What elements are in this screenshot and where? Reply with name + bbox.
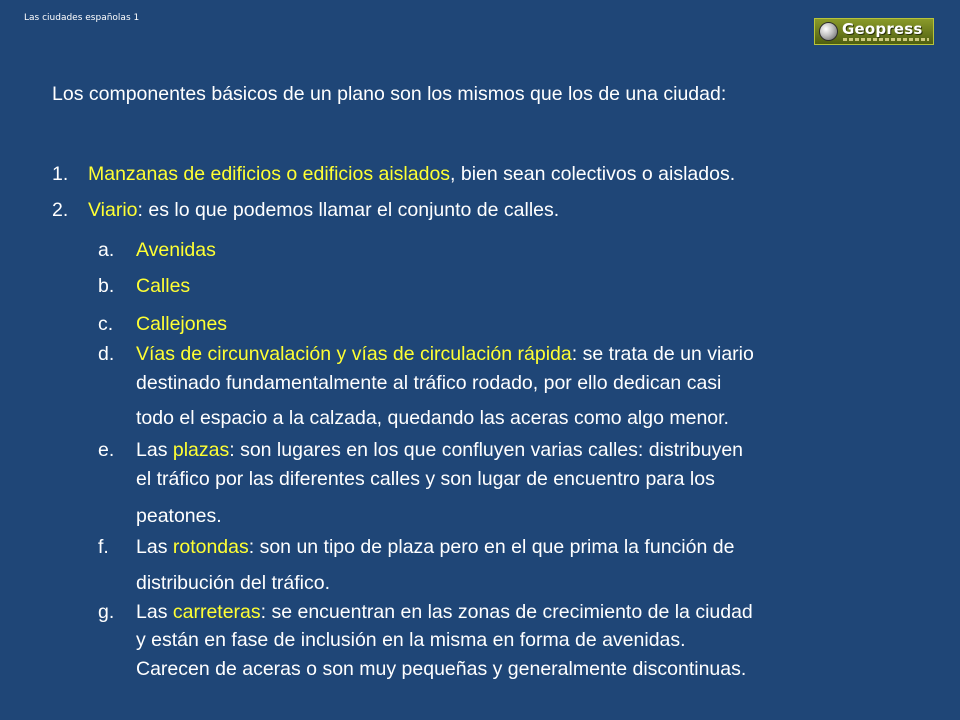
- highlighted-term: Calles: [136, 275, 191, 297]
- sublist-item-text: [136, 438, 743, 462]
- item-prefix: Las: [136, 601, 173, 623]
- geopress-logo: [814, 18, 934, 45]
- list-marker: 2.: [52, 199, 69, 221]
- sublist-marker: f.: [98, 536, 109, 558]
- item-prefix: Las: [136, 439, 173, 461]
- list-item-text: [88, 162, 735, 186]
- sublist-marker: b.: [98, 275, 115, 297]
- logo-tagline-graphic: [843, 38, 929, 41]
- globe-icon: [819, 22, 838, 41]
- item-description: : se encuentran en las zonas de crecimiento de la ciudad: [260, 601, 753, 623]
- sublist-marker: e.: [98, 439, 115, 461]
- item-description: : son un tipo de plaza pero en el que prima la función de: [248, 536, 735, 558]
- item-continuation: peatones.: [136, 505, 222, 527]
- list-marker: 1.: [52, 163, 69, 185]
- item-continuation: destinado fundamentalmente al tráfico rodado, por ello dedican casi: [136, 372, 722, 394]
- highlighted-term: Viario: [88, 199, 138, 221]
- item-continuation: Carecen de aceras o son muy pequeñas y generalmente discontinuas.: [136, 658, 747, 680]
- sublist-marker: d.: [98, 343, 115, 365]
- slide-header-title: Las ciudades españolas 1: [24, 13, 140, 23]
- item-description: , bien sean colectivos o aislados.: [450, 163, 736, 185]
- highlighted-term: Manzanas de edificios o edificios aislados: [88, 163, 451, 185]
- item-description: : se trata de un viario: [571, 343, 754, 365]
- intro-text: Los componentes básicos de un plano son los mismos que los de una ciudad:: [52, 83, 727, 105]
- item-continuation: distribución del tráfico.: [136, 572, 331, 594]
- item-continuation: el tráfico por las diferentes calles y son lugar de encuentro para los: [136, 468, 715, 490]
- item-prefix: Las: [136, 536, 173, 558]
- highlighted-term: plazas: [172, 439, 230, 461]
- item-description: : es lo que podemos llamar el conjunto de calles.: [137, 199, 560, 221]
- item-continuation: y están en fase de inclusión en la misma en forma de avenidas.: [136, 629, 686, 651]
- item-continuation: todo el espacio a la calzada, quedando las aceras como algo menor.: [136, 407, 729, 429]
- highlighted-term: Vías de circunvalación y vías de circulación rápida: [136, 343, 572, 365]
- sublist-marker: c.: [98, 313, 114, 335]
- logo-text: Geopress: [842, 20, 923, 38]
- highlighted-term: Callejones: [136, 313, 228, 335]
- highlighted-term: rotondas: [172, 536, 249, 558]
- sublist-marker: g.: [98, 601, 115, 623]
- sublist-marker: a.: [98, 239, 115, 261]
- sublist-item-text: [136, 342, 754, 366]
- highlighted-term: carreteras: [172, 601, 261, 623]
- highlighted-term: Avenidas: [136, 239, 216, 261]
- sublist-item-text: [136, 535, 734, 559]
- sublist-item-text: [136, 600, 753, 624]
- item-description: : son lugares en los que confluyen varias calles: distribuyen: [229, 439, 744, 461]
- list-item-text: [88, 198, 559, 222]
